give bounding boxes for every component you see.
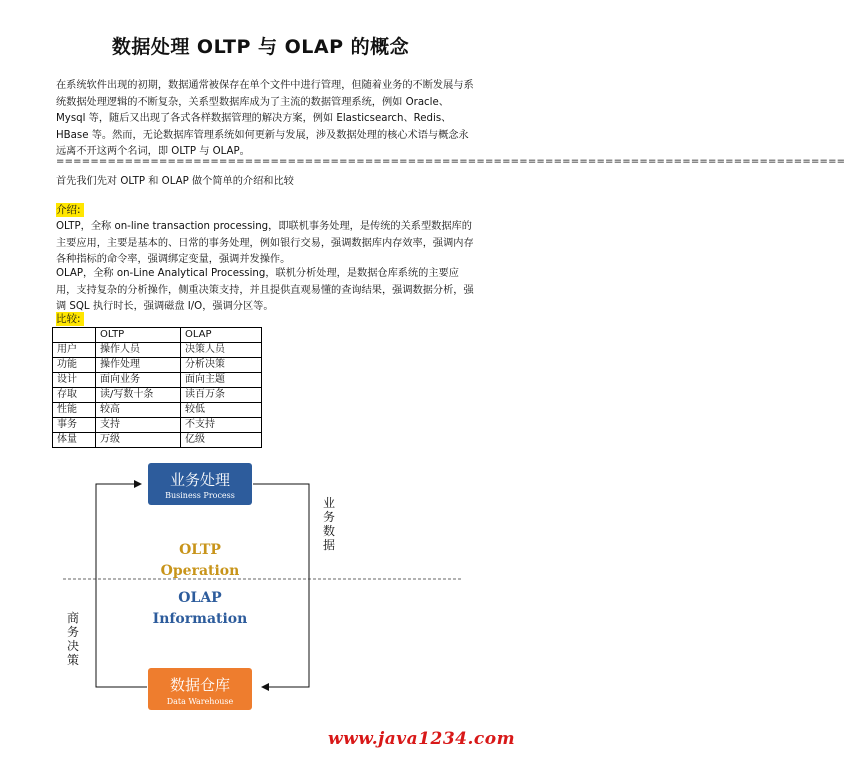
table-cell: 面向业务 [96, 373, 181, 388]
intro-heading: 介绍: [56, 203, 84, 217]
table-cell: 读/写数十条 [96, 388, 181, 403]
intro-text: 在系统软件出现的初期，数据通常被保存在单个文件中进行管理，但随着业务的不断发展与系统数据处理逻辑的不断复杂，关系型数据库成为了主流的数据管理系统，例如 Oracle、Mysql 等，随后又出现了各式各样数据管理的解决方案，例如 Elasticsearch、Redis、HBase 等。然而，无论数据库管理系统如何更新与发展，涉及数据处理的核心术语与概念永远离不开这两个名词，即 OLTP 与 OLAP。 [56, 80, 474, 158]
table-header-olap: OLAP [181, 328, 262, 343]
flow-arrow-right [253, 484, 309, 687]
table-cell: 万级 [96, 433, 181, 448]
table-cell: 体量 [53, 433, 96, 448]
data-warehouse-title: 数据仓库 [169, 676, 231, 694]
olap-label: OLAP [178, 590, 222, 606]
business-process-title: 业务处理 [169, 471, 231, 489]
table-cell: 事务 [53, 418, 96, 433]
table-cell: 读百万条 [181, 388, 262, 403]
table-cell: 支持 [96, 418, 181, 433]
page-title: 数据处理 OLTP 与 OLAP 的概念 [111, 36, 410, 58]
watermark: www.java1234.com [328, 729, 516, 749]
table-header-oltp: OLTP [96, 328, 181, 343]
table-cell: 面向主题 [181, 373, 262, 388]
business-data-label-char: 数 [322, 524, 336, 538]
compare-heading: 比较: [56, 312, 84, 326]
table-cell: 用户 [53, 343, 96, 358]
table-cell: 设计 [53, 373, 96, 388]
business-decision-label-char: 商 [66, 611, 80, 625]
business-data-label-char: 务 [322, 510, 336, 524]
business-process-subtitle: Business Process [165, 491, 235, 500]
table-cell: 亿级 [181, 433, 262, 448]
table-cell: 操作人员 [96, 343, 181, 358]
business-decision-label-char: 策 [66, 653, 80, 667]
table-cell: 不支持 [181, 418, 262, 433]
table-cell: 操作处理 [96, 358, 181, 373]
table-cell: 决策人员 [181, 343, 262, 358]
table-cell: 较低 [181, 403, 262, 418]
flow-arrow-left [96, 484, 147, 687]
separator-line: ============================================================================================ [56, 156, 845, 167]
business-decision-label-char: 务 [66, 625, 80, 639]
table-cell: 分析决策 [181, 358, 262, 373]
overview-line: 首先我们先对 OLTP 和 OLAP 做个简单的介绍和比较 [56, 176, 294, 187]
olap-definition: OLAP，全称 on-Line Analytical Processing，联机分析处理，是数据仓库系统的主要应用，支持复杂的分析操作，侧重决策支持，并且提供直观易懂的查询结果，强调数据分析，强调 SQL 执行时长，强调磁盘 I/O，强调分区等。 [56, 268, 474, 313]
table-cell: 功能 [53, 358, 96, 373]
business-decision-label-char: 决 [66, 639, 80, 653]
table-cell: 存取 [53, 388, 96, 403]
oltp-definition: OLTP，全称 on-line transaction processing，即联机事务处理，是传统的关系型数据库的主要应用，主要是基本的、日常的事务处理，例如银行交易，强调数据库内存效率，强调内存各种指标的命令率，强调绑定变量，强调并发操作。 [56, 221, 474, 266]
oltp-label: OLTP [179, 542, 221, 558]
data-warehouse-subtitle: Data Warehouse [166, 697, 234, 706]
business-data-label-char: 据 [322, 538, 336, 552]
business-data-label-char: 业 [322, 496, 336, 510]
table-cell: 性能 [53, 403, 96, 418]
table-cell: 较高 [96, 403, 181, 418]
operation-label: Operation [160, 563, 240, 579]
information-label: Information [152, 611, 248, 627]
